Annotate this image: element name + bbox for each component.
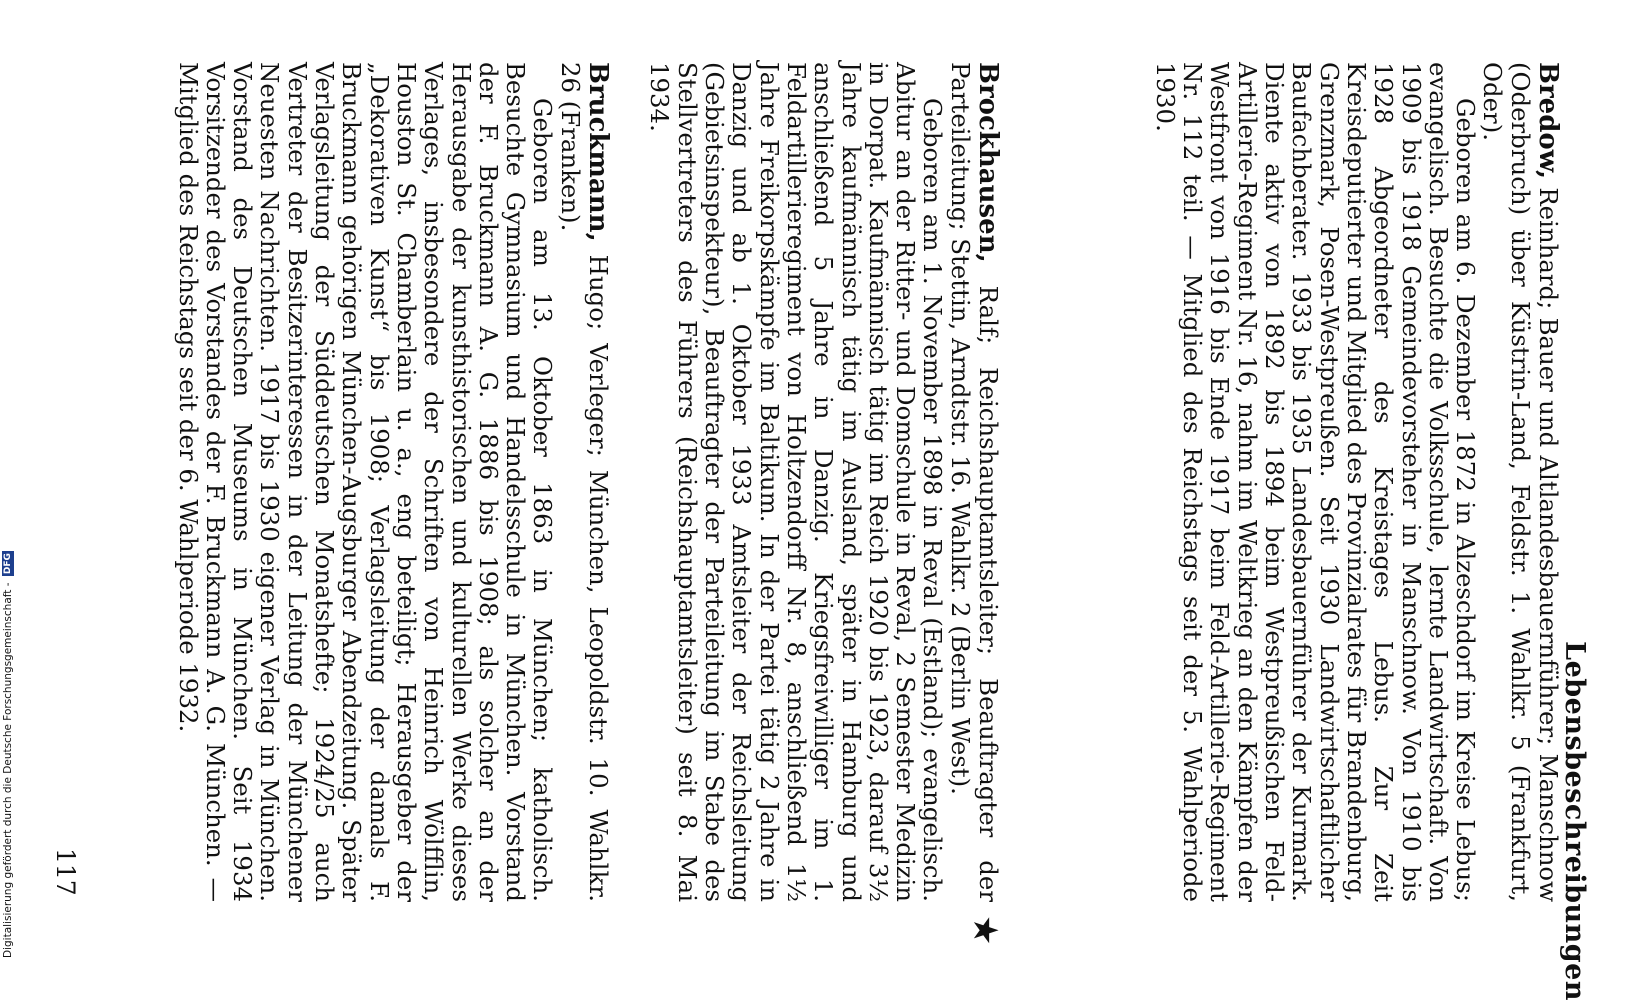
entry-intro: Hugo; Verleger; München, Leopoldstr. 10. Wahlkr. 26 (Franken). bbox=[555, 62, 613, 902]
entry-name: Brockhausen, bbox=[973, 62, 1003, 263]
entry-name: Bruckmann, bbox=[583, 62, 613, 242]
dfg-footer bbox=[2, 551, 14, 958]
biography-entry-brockhausen bbox=[646, 62, 1002, 902]
entry-intro: Reinhard; Bauer und Altlandesbauernführer; Manschnow (Oderbruch) über Küstrin-Land, Feldstr. 1. Wahlkr. 5 (Frankfurt, Oder). bbox=[1478, 62, 1563, 902]
star-icon: ★ bbox=[965, 915, 1005, 946]
entry-body: Geboren am 6. Dezember 1872 in Alzeschdorf im Kreise Lebus; evangelisch. Besuchte die Volksschule, lernte Landwirtschaft. Von 1909 bis 1918 Gemeindevorsteher in Manschnow. Von 1910 bis 1928 Abgeordneter des Kreistages Lebus. Zur Zeit Kreisdeputierter und Mitglied des Provinzialrates für Brandenburg, Grenzmark, Posen-Westpreußen. Seit 1930 Landwirtschaftlicher Baufachberater. 1933 bis 1935 Landesbauernführer der Kurmark. Diente aktiv von 1892 bis 1894 beim Westpreußischen Feld-Artillerie-Regiment Nr. 16, nahm im Weltkrieg an den Kämpfen der Westfront von 1916 bis Ende 1917 beim Feld-Artillerie-Regiment Nr. 112 teil. — Mitglied des Reichstags seit der 5. Wahlperiode 1930. bbox=[1150, 62, 1481, 902]
entry-body: Geboren am 13. Oktober 1863 in München; katholisch. Besuchte Gymnasium und Handelsschule in München. Vorstand der F. Bruckmann A. G. 1886 bis 1908; als solcher an der Herausgabe der kunsthistorischen und kulturellen Werke dieses Verlages, insbesondere der Schriften von Heinrich Wölfflin, Houston St. Chamberlain u. a., eng beteiligt; Herausgeber der „Dekorativen Kunst“ bis 1908; Verlagsleitung der damals F. Bruckmann gehörigen München-Augsburger Abendzeitung. Später Verlagsleitung der Süddeutschen Monatshefte; 1924/25 auch Vertreter der Besitzerinteressen in der Leitung der Münchener Neuesten Nachrichten. 1917 bis 1930 eigener Verlag in München. Vorstand des Deutschen Museums in München. Seit 1934 Vorsitzender des Vorstandes der F. Bruckmann A. G. München. — Mitglied des Reichstags seit der 6. Wahlperiode 1932. bbox=[173, 62, 558, 902]
biography-entry-bruckmann bbox=[174, 62, 612, 902]
entry-intro: Ralf; Reichshauptamtsleiter; Beauftragter der Parteileitung; Stettin, Arndtstr. 16. Wahlkr. 2 (Berlin West). bbox=[945, 62, 1003, 902]
entry-name: Bredow, bbox=[1533, 62, 1563, 180]
footer-text: Digitalisierung gefördert durch die Deutsche Forschungsgemeinschaft - bbox=[2, 582, 14, 958]
entry-body: Geboren am 1. November 1898 in Reval (Estland); evangelisch. Abitur an der Ritter- und Domschule in Reval, 2 Semester Medizin in Dorpat. Kaufmännisch tätig im Reich 1920 bis 1923, darauf 3½ Jahre kaufmännisch tätig im Ausland, später in Hamburg und anschließend 5 Jahre in Danzig. Kriegsfreiwilliger im 1. Feldartillerieregiment von Holtzendorff Nr. 8, anschließend 1½ Jahre Freikorpskämpfe im Baltikum. In der Partei tätig 2 Jahre in Danzig und ab 1. Oktober 1933 Amtsleiter der Reichsleitung (Gebietsinspekteur), Beauftragter der Parteileitung im Stabe des Stellvertreters des Führers (Reichshauptamtsleiter) seit 8. Mai 1934. bbox=[645, 62, 948, 902]
footer-region bbox=[0, 0, 40, 1000]
biography-entry-bredow bbox=[1152, 62, 1562, 902]
page-number: 117 bbox=[51, 848, 80, 896]
section-title: Lebensbeschreibungen bbox=[1559, 641, 1590, 1001]
dfg-logo: DFG bbox=[3, 553, 13, 575]
